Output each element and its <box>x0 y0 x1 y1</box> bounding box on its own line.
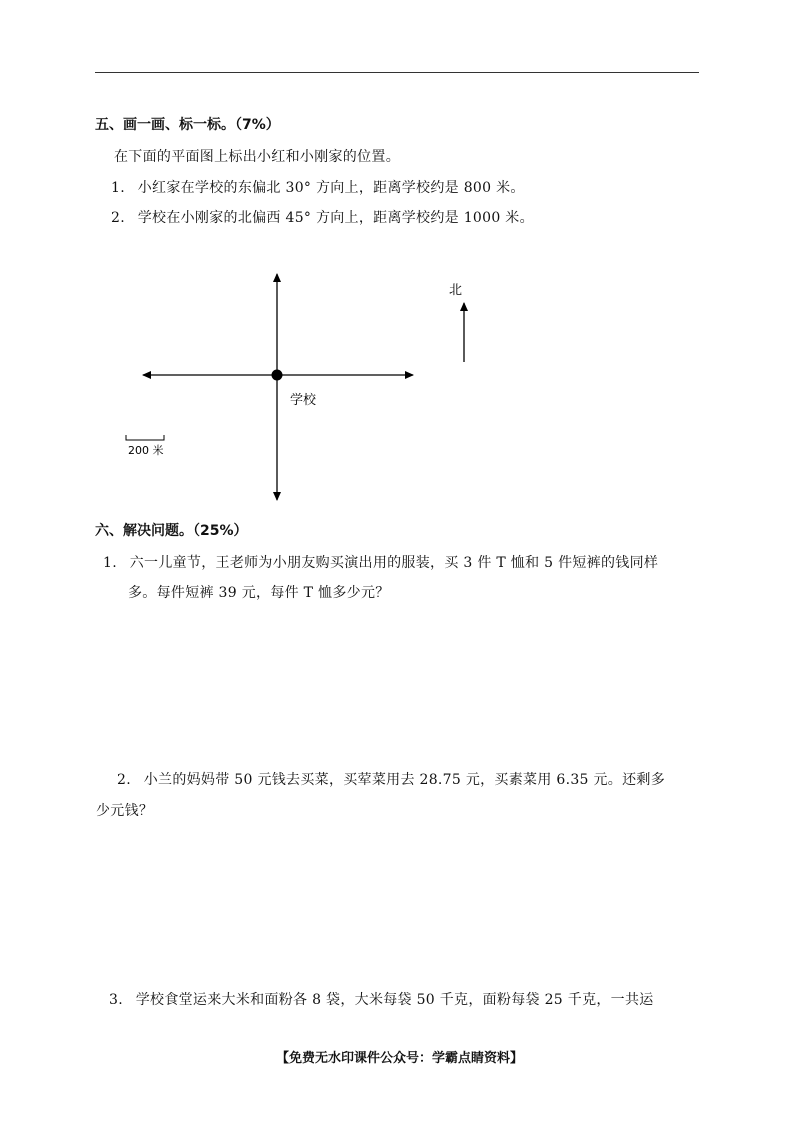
item-text: 学校在小刚家的北偏西 45° 方向上，距离学校约是 1000 米。 <box>137 210 534 226</box>
question-text: 小兰的妈妈带 50 元钱去买菜，买荤菜用去 28.75 元，买素菜用 6.35 元。还剩多 <box>143 772 665 788</box>
question2-line2: 少元钱？ <box>96 803 154 819</box>
school-label: 学校 <box>290 393 317 408</box>
item-number: 2. <box>111 210 125 226</box>
scale-bar <box>126 435 164 440</box>
footer-text: 【免费无水印课件公众号：学霸点睛资料】 <box>276 1051 524 1066</box>
section6-heading: 六、解决问题。（25%） <box>95 523 248 539</box>
section5-intro: 在下面的平面图上标出小红和小刚家的位置。 <box>114 149 400 165</box>
question-number: 2. <box>117 772 131 788</box>
question2-line1 <box>117 769 665 789</box>
scale-label: 200 米 <box>128 444 164 457</box>
question-number: 1. <box>103 555 117 571</box>
school-point <box>272 370 283 381</box>
question-number: 3. <box>109 992 123 1008</box>
question1-line2: 多。每件短裤 39 元，每件 T 恤多少元？ <box>128 585 390 601</box>
question-text: 六一儿童节，王老师为小朋友购买演出用的服装，买 3 件 T 恤和 5 件短裤的钱同样 <box>129 555 659 571</box>
item-text: 小红家在学校的东偏北 30° 方向上，距离学校约是 800 米。 <box>137 180 525 196</box>
question3-line1 <box>109 989 654 1009</box>
section5-heading: 五、画一画、标一标。（7%） <box>95 117 280 133</box>
question-text: 学校食堂运来大米和面粉各 8 袋，大米每袋 50 千克，面粉每袋 25 千克，一共运 <box>135 992 654 1008</box>
north-label: 北 <box>449 283 463 298</box>
item-number: 1. <box>111 180 125 196</box>
question1-line1 <box>103 552 658 572</box>
